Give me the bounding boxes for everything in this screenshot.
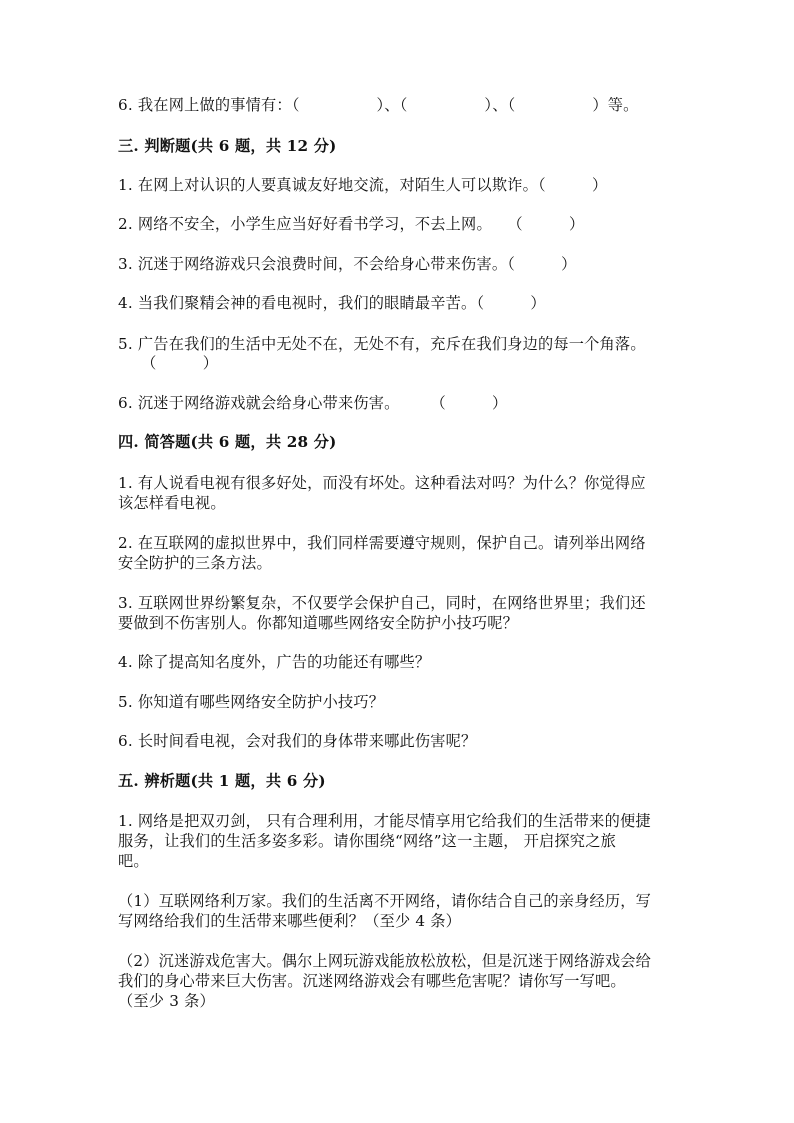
judge-question-3: 3. 沉迷于网络游戏只会浪费时间，不会给身心带来伤害。（ ） (118, 255, 577, 273)
section-3-title: 三. 判断题(共 6 题，共 12 分) (118, 137, 337, 155)
analysis-intro-line-3: 吧。 (118, 852, 149, 870)
short-answer-1-line-1: 1. 有人说看电视有很多好处，而没有坏处。这种看法对吗？为什么？你觉得应 (118, 474, 646, 492)
judge-question-2: 2. 网络不安全，小学生应当好好看书学习，不去上网。 （ ） (118, 215, 585, 233)
analysis-sub1-line-1: （1）互联网络利万家。我们的生活离不开网络，请你结合自己的亲身经历，写 (118, 892, 652, 910)
short-answer-5: 5. 你知道有哪些网络安全防护小技巧？ (118, 693, 385, 711)
judge-question-1: 1. 在网上对认识的人要真诚友好地交流，对陌生人可以欺诈。（ ） (118, 176, 608, 194)
short-answer-4: 4. 除了提高知名度外，广告的功能还有哪些？ (118, 653, 431, 671)
short-answer-2-line-1: 2. 在互联网的虚拟世界中，我们同样需要遵守规则，保护自己。请列举出网络 (118, 534, 646, 552)
fill-in-question-6: 6. 我在网上做的事情有：（ ）、（ ）、（ ）等。 (118, 96, 639, 114)
judge-question-4: 4. 当我们聚精会神的看电视时，我们的眼睛最辛苦。（ ） (118, 294, 546, 312)
short-answer-2-line-2: 安全防护的三条方法。 (118, 554, 272, 572)
analysis-intro-line-1: 1. 网络是把双刃剑， 只有合理利用，才能尽情享用它给我们的生活带来的便捷 (118, 812, 651, 830)
short-answer-1-line-2: 该怎样看电视。 (118, 494, 226, 512)
analysis-sub2-line-3: （至少 3 条） (118, 992, 215, 1010)
judge-question-5: 5. 广告在我们的生活中无处不在，无处不有，充斥在我们身边的每一个角落。 (118, 335, 646, 353)
analysis-sub1-line-2: 写网络给我们的生活带来哪些便利？（至少 4 条） (118, 912, 462, 930)
section-5-title: 五. 辨析题(共 1 题，共 6 分) (118, 772, 326, 790)
short-answer-3-line-1: 3. 互联网世界纷繁复杂，不仅要学会保护自己，同时，在网络世界里；我们还 (118, 594, 646, 612)
analysis-intro-line-2: 服务，让我们的生活多姿多彩。请你围绕“网络”这一主题， 开启探究之旅 (118, 832, 616, 850)
judge-question-5-blank: （ ） (118, 354, 219, 372)
judge-question-6: 6. 沉迷于网络游戏就会给身心带来伤害。 （ ） (118, 394, 508, 412)
section-4-title: 四. 简答题(共 6 题，共 28 分) (118, 433, 337, 451)
short-answer-6: 6. 长时间看电视，会对我们的身体带来哪此伤害呢？ (118, 732, 477, 750)
analysis-sub2-line-1: （2）沉迷游戏危害大。偶尔上网玩游戏能放松放松，但是沉迷于网络游戏会给 (118, 952, 652, 970)
short-answer-3-line-2: 要做到不伤害别人。你都知道哪些网络安全防护小技巧呢？ (118, 614, 519, 632)
analysis-sub2-line-2: 我们的身心带来巨大伤害。沉迷网络游戏会有哪些危害呢？请你写一写吧。 (118, 972, 626, 990)
